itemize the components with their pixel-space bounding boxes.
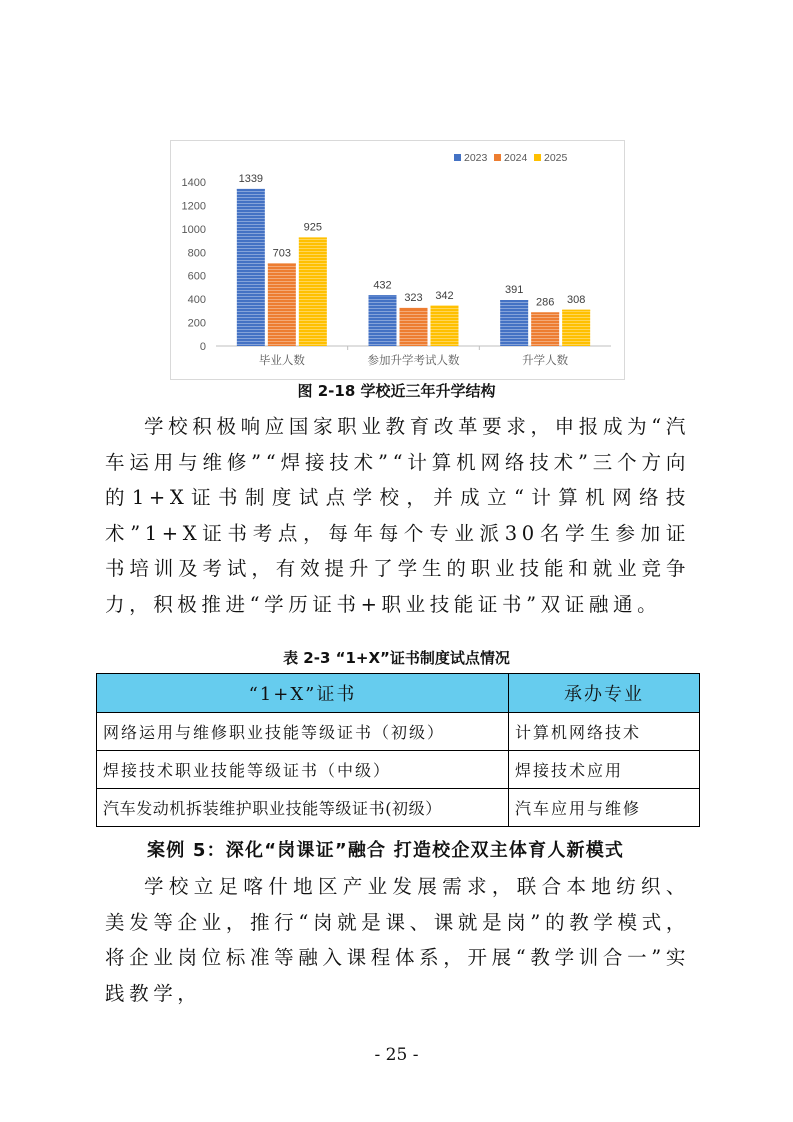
bar xyxy=(431,306,459,346)
legend-label: 2023 xyxy=(464,152,488,164)
y-tick-label: 1000 xyxy=(181,223,206,236)
data-label: 432 xyxy=(373,279,392,292)
cell-certificate: 网络运用与维修职业技能等级证书（初级） xyxy=(97,713,509,751)
cell-major: 计算机网络技术 xyxy=(509,713,700,751)
case-title: 案例 5：深化“岗课证”融合 打造校企双主体育人新模式 xyxy=(147,840,625,861)
bar xyxy=(299,238,327,346)
y-tick-label: 0 xyxy=(199,341,206,353)
legend-label: 2025 xyxy=(544,152,568,164)
y-tick-label: 1400 xyxy=(181,177,206,189)
bar xyxy=(500,300,528,346)
y-tick-label: 400 xyxy=(187,294,206,307)
data-label: 308 xyxy=(566,293,586,306)
bar xyxy=(237,189,265,346)
bar-chart xyxy=(170,140,625,380)
bar xyxy=(562,310,590,346)
category-label: 升学人数 xyxy=(522,353,569,367)
bar xyxy=(268,264,296,346)
cell-certificate: 汽车发动机拆装维护职业技能等级证书(初级） xyxy=(97,789,509,827)
certificate-table xyxy=(96,673,700,827)
legend-swatch xyxy=(454,154,461,161)
cell-major: 焊接技术应用 xyxy=(509,751,700,789)
cell-certificate: 焊接技术职业技能等级证书（中级） xyxy=(97,751,509,789)
y-tick-label: 800 xyxy=(187,247,206,260)
category-label: 毕业人数 xyxy=(258,353,305,367)
table-caption: 表 2-3 “1+X”证书制度试点情况 xyxy=(283,649,510,667)
data-label: 342 xyxy=(435,289,454,302)
table-row xyxy=(97,789,700,827)
page-number: - 25 - xyxy=(374,1045,419,1065)
header-major: 承办专业 xyxy=(509,674,700,713)
table-header-row xyxy=(97,674,700,713)
data-label: 925 xyxy=(303,221,323,234)
figure-caption: 图 2-18 学校近三年升学结构 xyxy=(297,382,496,400)
paragraph-case: 学校立足喀什地区产业发展需求，联合本地纺织、美发等企业，推行“岗就是课、课就是岗”的教学模式，将企业岗位标准等融入课程体系，开展“教学训合一”实践教学， xyxy=(105,875,690,1005)
legend-swatch xyxy=(534,154,541,161)
table-row xyxy=(97,751,700,789)
y-tick-label: 1200 xyxy=(181,200,206,213)
data-label: 1339 xyxy=(238,173,264,186)
data-label: 703 xyxy=(272,247,292,260)
data-label: 391 xyxy=(504,284,524,297)
header-certificate: “1+X”证书 xyxy=(97,674,509,713)
paragraph-certificates: 学校积极响应国家职业教育改革要求，申报成为“汽车运用与维修”“焊接技术”“计算机网络技术”三个方向的1+X证书制度试点学校，并成立“计算机网络技术”1+X证书考点，每年每个专业派30名学生参加证书培训及考试，有效提升了学生的职业技能和就业竞争力，积极推进“学历证书+职业技能证书”双证融通。 xyxy=(105,415,690,616)
y-tick-label: 200 xyxy=(187,317,206,330)
legend-label: 2024 xyxy=(504,152,528,164)
bar xyxy=(369,295,397,346)
table-row xyxy=(97,713,700,751)
category-label: 参加升学考试人数 xyxy=(367,353,460,367)
legend-swatch xyxy=(494,154,501,161)
chart-svg xyxy=(171,141,624,379)
cell-major: 汽车应用与维修 xyxy=(509,789,700,827)
data-label: 286 xyxy=(535,296,555,309)
bar xyxy=(400,308,428,346)
data-label: 323 xyxy=(404,292,423,305)
y-tick-label: 600 xyxy=(187,270,206,283)
bar xyxy=(531,312,559,346)
